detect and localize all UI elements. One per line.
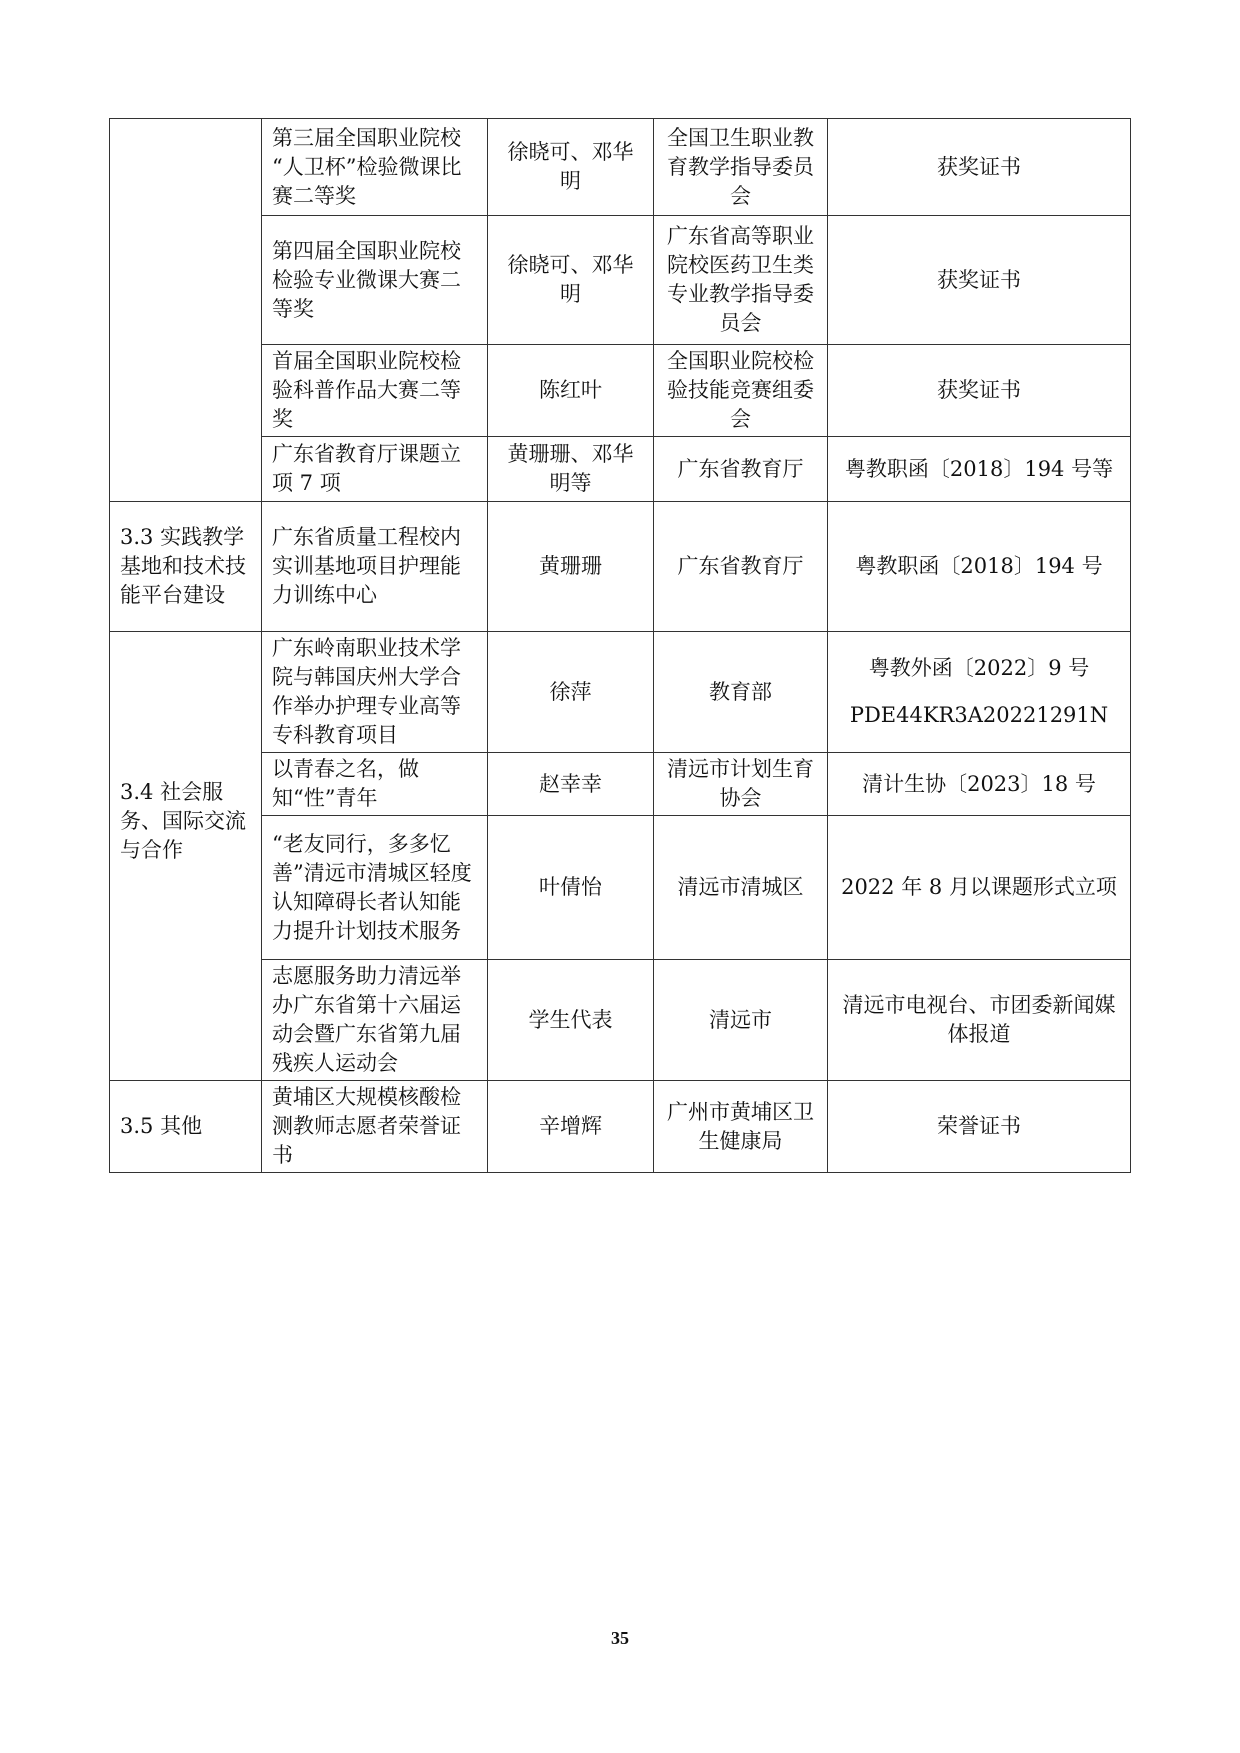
attachment-cell — [828, 216, 1131, 345]
category-cell: 3.5 其他 — [110, 1081, 262, 1173]
issuer-cell: 广州市黄埔区卫生健康局 — [654, 1081, 828, 1173]
attachment-line: 清远市电视台、市团委新闻媒体报道 — [842, 993, 1116, 1046]
issuer-cell: 全国职业院校检验技能竞赛组委会 — [654, 345, 828, 437]
project-cell: 志愿服务助力清远举办广东省第十六届运动会暨广东省第九届残疾人运动会 — [262, 960, 488, 1081]
project-cell: 广东岭南职业技术学院与韩国庆州大学合作举办护理专业高等专科教育项目 — [262, 632, 488, 753]
attachment-line: 粤教职函〔2018〕194 号 — [855, 554, 1103, 578]
person-cell: 叶倩怡 — [488, 816, 654, 960]
person-cell: 赵幸幸 — [488, 753, 654, 816]
category-cell — [110, 119, 262, 502]
attachment-line: PDE44KR3A20221291N — [849, 703, 1109, 727]
project-cell: 第三届全国职业院校 “人卫杯”检验微课比赛二等奖 — [262, 119, 488, 216]
table-row — [110, 960, 1131, 1081]
person-cell: 辛增辉 — [488, 1081, 654, 1173]
project-cell: 第四届全国职业院校检验专业微课大赛二等奖 — [262, 216, 488, 345]
table-row — [110, 632, 1131, 753]
attachment-cell — [828, 345, 1131, 437]
issuer-cell: 教育部 — [654, 632, 828, 753]
person-cell: 陈红叶 — [488, 345, 654, 437]
project-cell: 广东省教育厅课题立项 7 项 — [262, 437, 488, 502]
issuer-cell: 广东省教育厅 — [654, 502, 828, 632]
person-cell: 徐萍 — [488, 632, 654, 753]
attachment-cell — [828, 119, 1131, 216]
attachment-line: 粤教职函〔2018〕194 号等 — [844, 456, 1114, 481]
category-cell: 3.4 社会服务、国际交流与合作 — [110, 632, 262, 1081]
person-cell: 徐晓可、邓华明 — [488, 216, 654, 345]
attachment-cell — [828, 1081, 1131, 1173]
issuer-cell: 全国卫生职业教育教学指导委员会 — [654, 119, 828, 216]
attachment-cell — [828, 816, 1131, 960]
page-number: 35 — [611, 1628, 629, 1648]
project-cell: 以青春之名，做知“性”青年 — [262, 753, 488, 816]
project-cell: 黄埔区大规模核酸检测教师志愿者荣誉证书 — [262, 1081, 488, 1173]
project-cell: “老友同行，多多忆善”清远市清城区轻度认知障碍长者认知能力提升计划技术服务 — [262, 816, 488, 960]
person-cell: 学生代表 — [488, 960, 654, 1081]
achievement-table — [109, 118, 1131, 1173]
person-cell: 徐晓可、邓华明 — [488, 119, 654, 216]
table-row — [110, 437, 1131, 502]
person-cell: 黄珊珊 — [488, 502, 654, 632]
attachment-cell — [828, 437, 1131, 502]
category-cell: 3.3 实践教学基地和技术技能平台建设 — [110, 502, 262, 632]
table-row — [110, 216, 1131, 345]
attachment-line: 清计生协〔2023〕18 号 — [862, 771, 1096, 796]
table-row — [110, 119, 1131, 216]
issuer-cell: 清远市清城区 — [654, 816, 828, 960]
attachment-line: 获奖证书 — [937, 378, 1021, 402]
project-cell: 首届全国职业院校检验科普作品大赛二等奖 — [262, 345, 488, 437]
table-row — [110, 1081, 1131, 1173]
issuer-cell: 广东省高等职业院校医药卫生类专业教学指导委员会 — [654, 216, 828, 345]
table-row — [110, 502, 1131, 632]
attachment-line: 获奖证书 — [937, 267, 1021, 292]
attachment-cell — [828, 502, 1131, 632]
attachment-line: 获奖证书 — [937, 154, 1021, 179]
attachment-cell — [828, 753, 1131, 816]
table-row — [110, 753, 1131, 816]
attachment-cell — [828, 632, 1131, 753]
issuer-cell: 清远市 — [654, 960, 828, 1081]
issuer-cell: 清远市计划生育协会 — [654, 753, 828, 816]
issuer-cell: 广东省教育厅 — [654, 437, 828, 502]
table-row — [110, 345, 1131, 437]
attachment-line: 粤教外函〔2022〕9 号 — [868, 656, 1090, 680]
attachment-line: 荣誉证书 — [937, 1114, 1021, 1138]
project-cell: 广东省质量工程校内实训基地项目护理能力训练中心 — [262, 502, 488, 632]
person-cell: 黄珊珊、邓华明等 — [488, 437, 654, 502]
table-row — [110, 816, 1131, 960]
attachment-line: 2022 年 8 月以课题形式立项 — [841, 875, 1117, 899]
attachment-cell — [828, 960, 1131, 1081]
